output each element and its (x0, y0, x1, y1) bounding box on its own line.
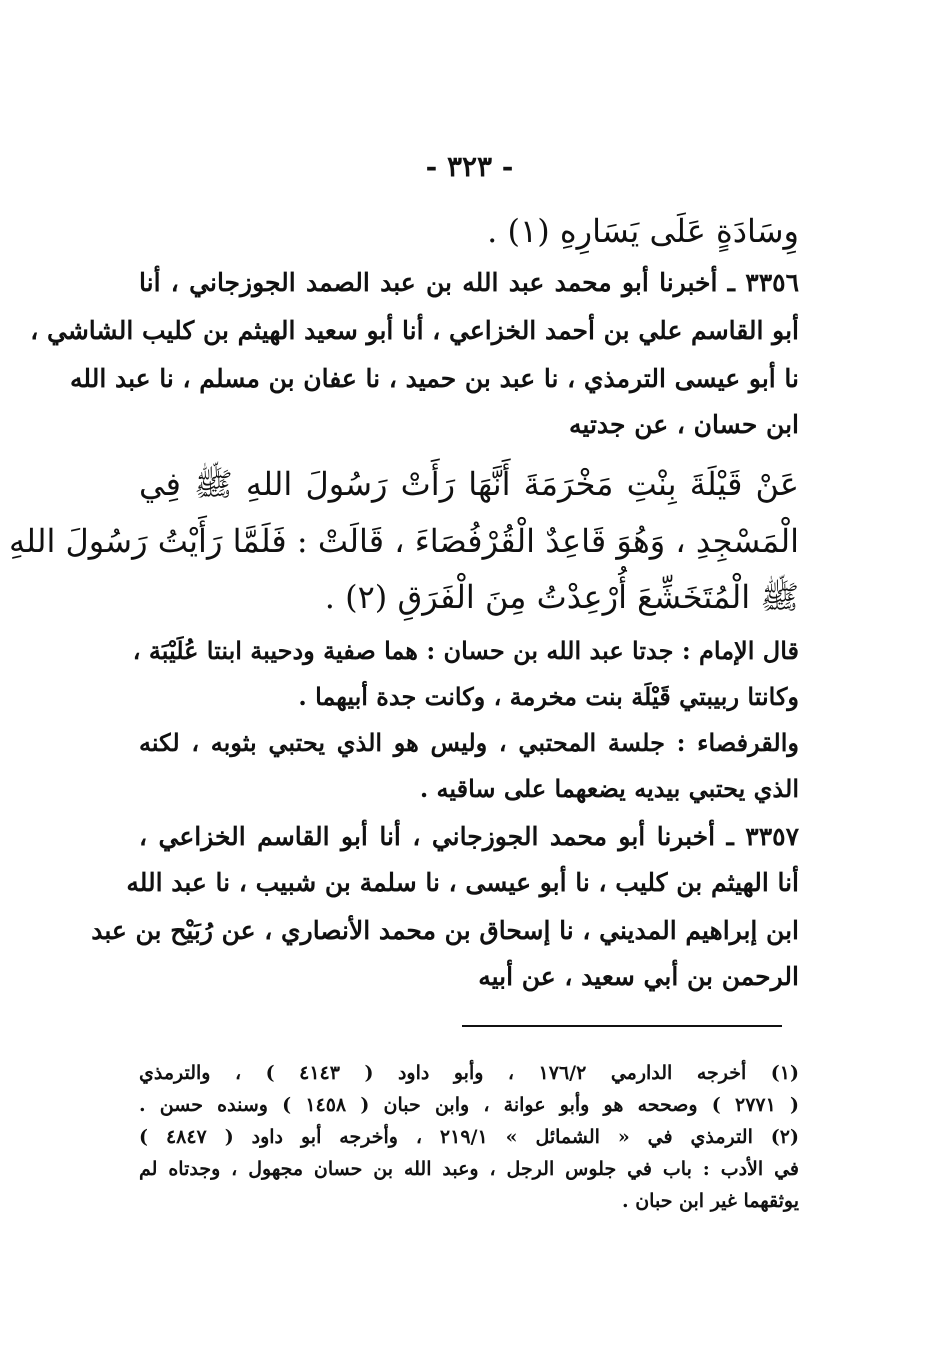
hadith-3357-line-4: الرحمن بن أبي سعيد ، عن أبيه (478, 962, 799, 991)
gloss-line-2: الذي يحتبي بيديه يضعهما على ساقيه . (419, 774, 799, 803)
opening-line: وِسَادَةٍ عَلَى يَسَارِهِ (١) . (487, 212, 799, 250)
hadith-3357-line-2: أنا الهيثم بن كليب ، نا أبو عيسى ، نا سلمة بن شبيب ، نا عبد الله (126, 868, 799, 897)
footnote-line-2: ( ٢٧٧١ ) وصححه هو وأبو عوانة ، وابن حبان ( ١٤٥٨ ) وسنده حسن . (139, 1094, 799, 1116)
gloss-line-1: والقرفصاء : جلسة المحتبي ، وليس هو الذي يحتبي بثوبه ، لكنه (139, 728, 799, 757)
hadith-3357-line-3: ابن إبراهيم المديني ، نا إسحاق بن محمد الأنصاري ، عن رُبَيْح بن عبد (91, 916, 799, 945)
footnote-line-3: (٢) الترمذي في « الشمائل » ٢١٩/١ ، وأخرجه أبو داود ( ٤٨٤٧ ) (139, 1126, 799, 1148)
footnote-line-1: (١) أخرجه الدارمي ١٧٦/٢ ، وأبو داود ( ٤١٤٣ ) ، والترمذي (139, 1062, 799, 1084)
isnad-line-1: ٣٣٥٦ ـ أخبرنا أبو محمد عبد الله بن عبد الصمد الجوزجاني ، أنا (139, 268, 799, 297)
imam-line-2: وكانتا ربيبتي قَيْلَة بنت مخرمة ، وكانت جدة أبيهما . (298, 682, 799, 711)
footnote-separator (462, 1025, 782, 1027)
isnad-line-3: نا أبو عيسى الترمذي ، نا عبد بن حميد ، نا عفان بن مسلم ، نا عبد الله (70, 364, 799, 393)
isnad-line-4: ابن حسان ، عن جدتيه (569, 410, 799, 439)
hadith-3357-line-1: ٣٣٥٧ ـ أخبرنا أبو محمد الجوزجاني ، أنا أبو القاسم الخزاعي ، (139, 822, 799, 851)
page-number: - ٣٢٣ - (425, 150, 514, 183)
matn-line-2: الْمَسْجِدِ ، وَهُوَ قَاعِدٌ الْقُرْفُصَاءَ ، قَالَتْ : فَلَمَّا رَأَيْتُ رَسُولَ اللهِ (8, 522, 799, 560)
footnote-line-4: في الأدب : باب في جلوس الرجل ، وعبد الله بن حسان مجهول ، وجدتاه لم (139, 1158, 799, 1180)
imam-line-1: قال الإمام : جدتا عبد الله بن حسان : هما صفية ودحيبة ابنتا عُلَيْبَة ، (132, 636, 799, 665)
footnote-line-5: يوثقهما غير ابن حبان . (621, 1190, 799, 1212)
matn-line-1: عَنْ قَيْلَةَ بِنْتِ مَخْرَمَةَ أَنَّهَا رَأَتْ رَسُولَ اللهِ ﷺ فِي (139, 465, 799, 503)
matn-line-3: ﷺ الْمُتَخَشِّعَ أُرْعِدْتُ مِنَ الْفَرَقِ (٢) . (324, 578, 799, 616)
isnad-line-2: أبو القاسم علي بن أحمد الخزاعي ، أنا أبو سعيد الهيثم بن كليب الشاشي ، (30, 316, 799, 345)
